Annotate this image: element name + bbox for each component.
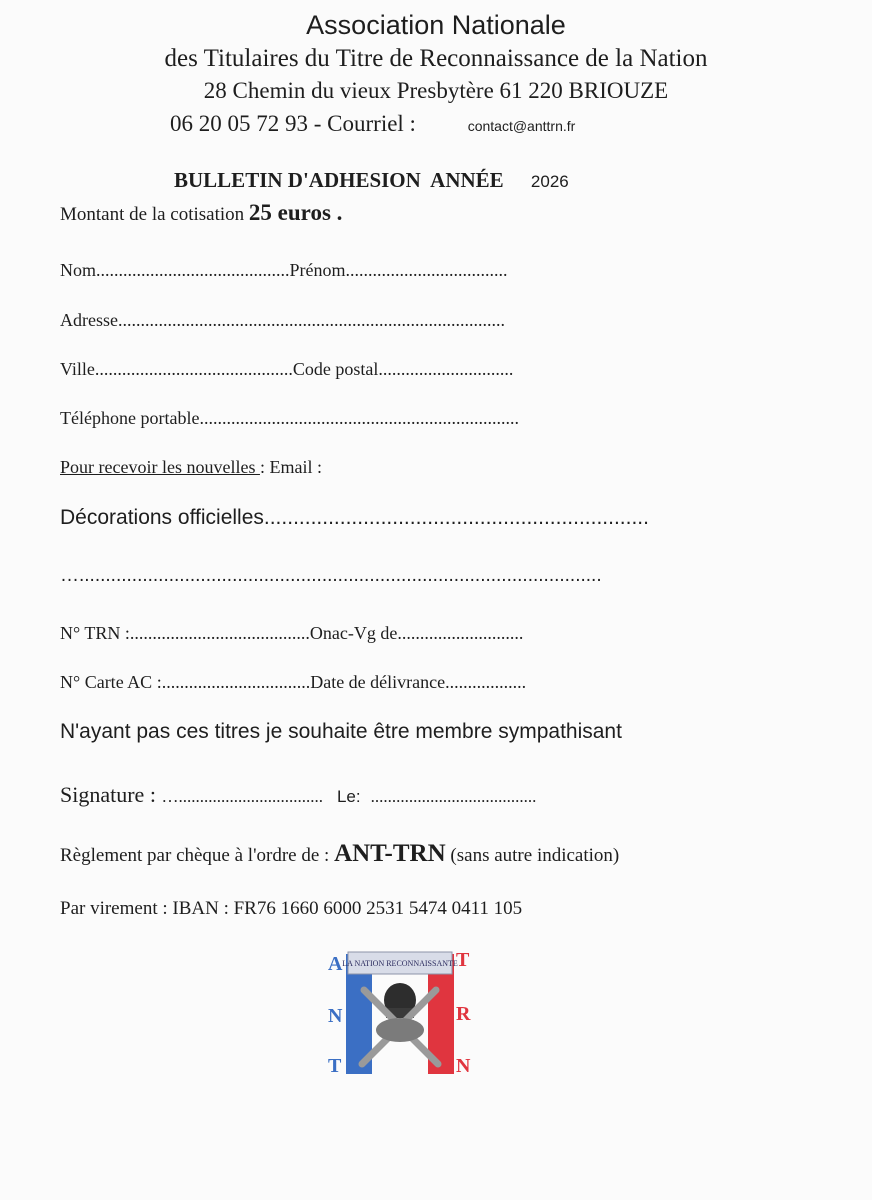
org-contact: [170, 111, 575, 137]
label-date-delivrance: Date de délivrance: [310, 672, 446, 692]
input-decorations[interactable]: ..................................................................: [263, 506, 649, 529]
label-le: Le:: [336, 787, 361, 806]
input-signature[interactable]: …..................................: [161, 787, 323, 806]
field-carte-row: [60, 672, 526, 693]
cheque-payee: ANT-TRN: [334, 840, 446, 867]
org-address: 28 Chemin du vieux Presbytère 61 220 BRIOUZE: [203, 78, 669, 103]
logo-banner-text: LA NATION RECONNAISSANTE: [342, 959, 458, 968]
laurel-icon: [376, 1018, 424, 1042]
input-code-postal[interactable]: ..............................: [378, 359, 514, 379]
label-signature: Signature :: [60, 782, 162, 807]
anttrn-logo: [322, 946, 478, 1078]
cheque-suffix: (sans autre indication): [445, 845, 620, 866]
signature-row: [60, 782, 536, 808]
label-trn: N° TRN :: [60, 623, 130, 643]
field-decorations-line2[interactable]: …...................................................................................................: [60, 565, 602, 586]
label-adresse: Adresse: [60, 310, 118, 330]
cheque-prefix: Règlement par chèque à l'ordre de :: [60, 845, 335, 866]
input-telephone[interactable]: .......................................................................: [199, 408, 519, 428]
label-prenom: Prénom: [289, 260, 346, 280]
form-title: [174, 168, 569, 193]
field-nom-row: [60, 260, 508, 281]
field-decorations-row: [60, 506, 649, 530]
label-ville: Ville: [60, 359, 95, 379]
virement-iban: Par virement : IBAN : FR76 1660 6000 2531 5474 0411 105: [60, 898, 523, 919]
org-subtitle: des Titulaires du Titre de Reconnaissance de la Nation: [164, 45, 708, 72]
logo-letter-a: A: [328, 953, 343, 975]
form-title-text: BULLETIN D'ADHESION ANNÉE: [174, 168, 504, 192]
input-adresse[interactable]: ......................................................................................: [117, 310, 505, 330]
form-year: 2026: [530, 172, 569, 191]
sympathisant-text[interactable]: N'ayant pas ces titres je souhaite être membre sympathisant: [60, 720, 622, 743]
input-trn[interactable]: ........................................: [129, 623, 310, 643]
logo-letter-n-left: N: [328, 1005, 343, 1027]
input-le[interactable]: .......................................: [370, 787, 537, 806]
field-telephone-row: [60, 408, 519, 429]
fee-line: [60, 200, 342, 226]
logo-letter-t-left: T: [328, 1055, 342, 1077]
label-newsletter: Pour recevoir les nouvelles: [60, 457, 260, 477]
logo-letter-t-right: T: [456, 949, 470, 971]
label-carte-ac: N° Carte AC :: [60, 672, 162, 692]
logo-graphic: [322, 946, 478, 1078]
input-date-delivrance[interactable]: ..................: [445, 672, 527, 692]
label-code-postal: Code postal: [292, 359, 379, 379]
input-ville[interactable]: ............................................: [94, 359, 293, 379]
input-carte-ac[interactable]: .................................: [161, 672, 311, 692]
org-name: Association Nationale: [306, 10, 566, 40]
logo-letter-r: R: [456, 1003, 471, 1025]
cheque-row: [60, 840, 619, 868]
label-decorations: Décorations officielles: [60, 506, 264, 529]
field-newsletter-row: [60, 457, 322, 478]
logo-letter-n-right: N: [456, 1055, 471, 1077]
org-email[interactable]: contact@anttrn.fr: [467, 118, 576, 134]
fee-value: 25 euros .: [248, 200, 343, 225]
field-trn-row: [60, 623, 523, 644]
field-ville-row: [60, 359, 513, 380]
org-phone: 06 20 05 72 93 - Courriel :: [170, 111, 416, 136]
input-nom[interactable]: ...........................................: [96, 260, 290, 280]
label-onac: Onac-Vg de: [309, 623, 398, 643]
input-prenom[interactable]: ....................................: [345, 260, 508, 280]
fee-label: Montant de la cotisation: [60, 204, 249, 225]
input-onac[interactable]: ............................: [397, 623, 524, 643]
label-telephone: Téléphone portable: [60, 408, 200, 428]
field-adresse-row: [60, 310, 505, 331]
label-nom: Nom: [60, 260, 96, 280]
label-email: : Email :: [259, 457, 322, 477]
